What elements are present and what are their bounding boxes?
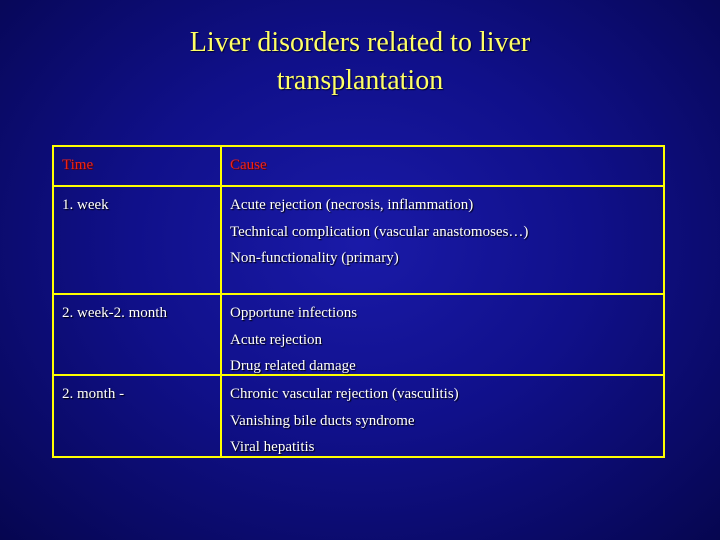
time-cell: 1. week — [54, 187, 222, 293]
slide-title — [0, 24, 720, 100]
disorders-table — [52, 145, 665, 458]
cause-item: Acute rejection (necrosis, inflammation) — [230, 197, 474, 213]
cause-cell — [222, 295, 663, 374]
cause-item: Non-functionality (primary) — [230, 250, 399, 266]
cause-cell — [222, 187, 663, 293]
header-cause: Cause — [230, 157, 267, 173]
table-row — [54, 295, 663, 376]
cause-cell — [222, 376, 663, 456]
cause-item: Drug related damage — [230, 358, 356, 374]
cause-item: Opportune infections — [230, 305, 358, 321]
cause-item: Chronic vascular rejection (vasculitis) — [230, 386, 459, 402]
time-cell: 2. month - — [54, 376, 222, 456]
header-time: Time — [54, 147, 222, 185]
table-row — [54, 187, 663, 295]
cause-item: Vanishing bile ducts syndrome — [230, 412, 415, 429]
slide-title-line-1: Liver disorders related to liver — [189, 27, 531, 58]
table-row — [54, 376, 663, 456]
slide-title-line-2: transplantation — [276, 65, 444, 96]
table-header-row — [54, 147, 663, 187]
cause-item: Acute rejection — [230, 331, 323, 348]
cause-item: Technical complication (vascular anastomoses…) — [230, 223, 529, 240]
cause-item: Viral hepatitis — [230, 439, 315, 455]
time-cell: 2. week-2. month — [54, 295, 222, 374]
